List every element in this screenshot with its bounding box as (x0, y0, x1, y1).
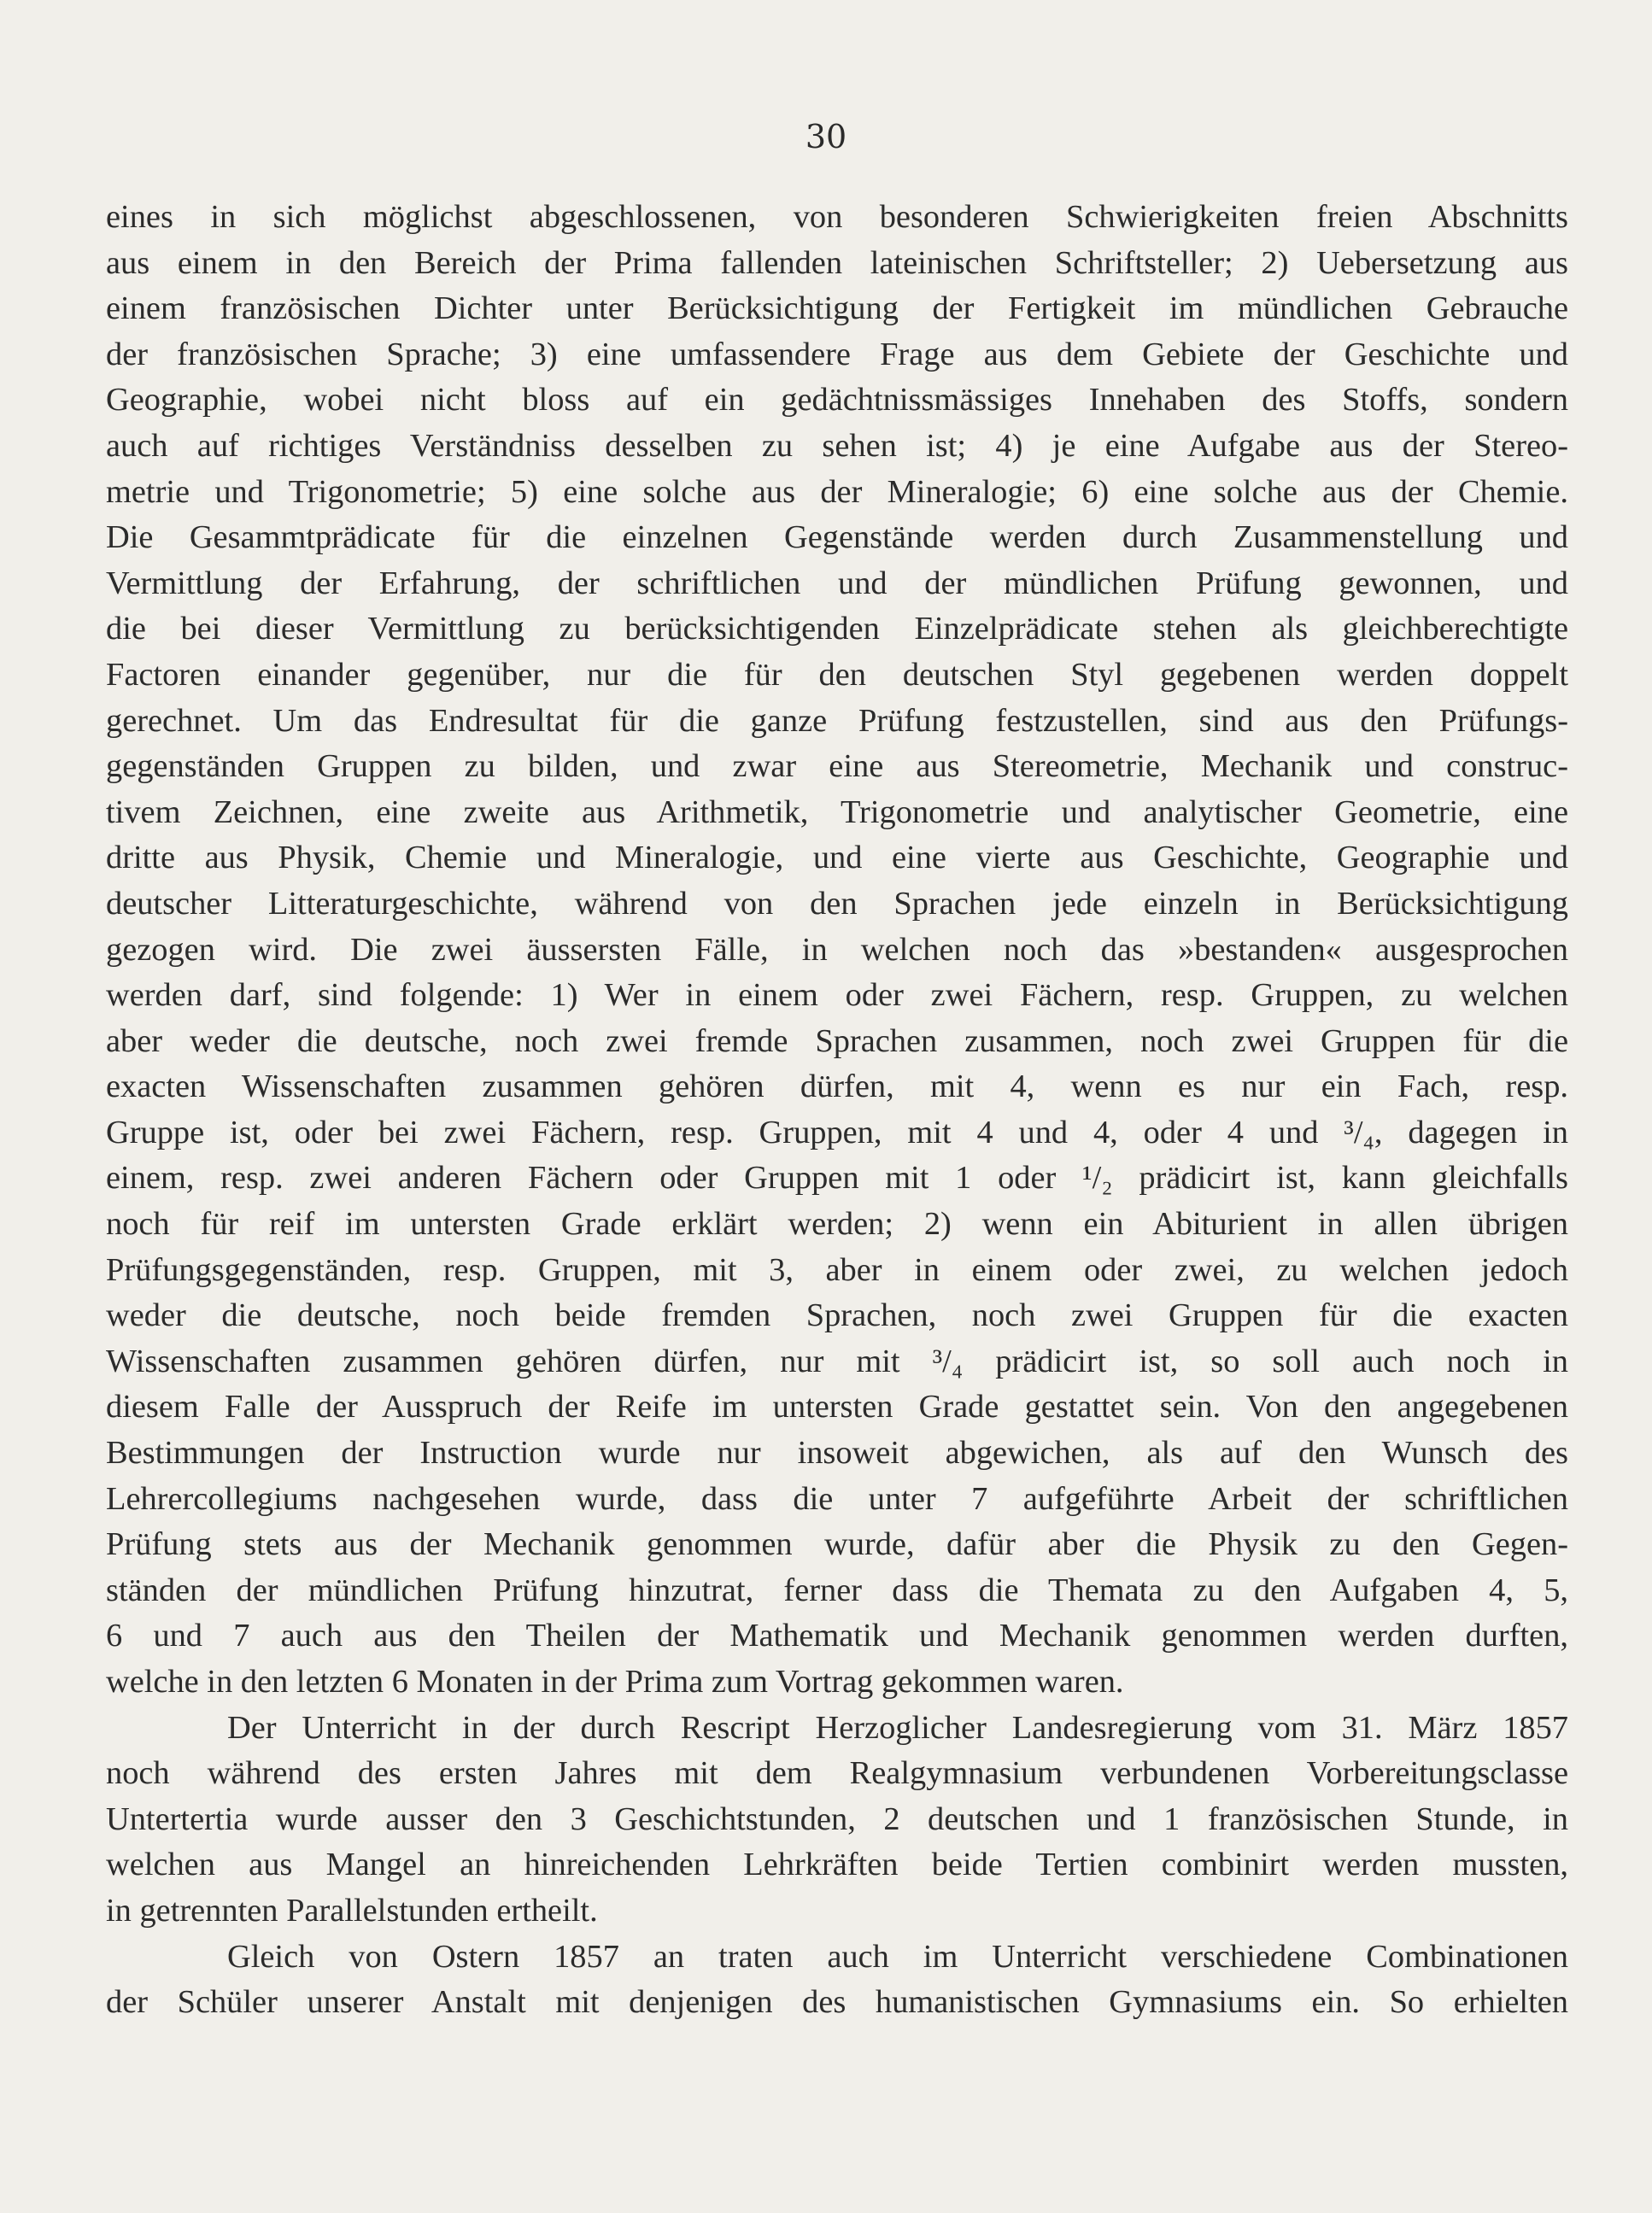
text-line: Prüfung stets aus der Mechanik genommen wurde, dafür aber die Physik zu den Gegen- (106, 1526, 1568, 1563)
text-line: Wissenschaften zusammen gehören dürfen, nur mit ³/₄ prädicirt ist, so soll auch noch in (106, 1343, 1568, 1379)
text-line: diesem Falle der Ausspruch der Reife im untersten Grade gestattet sein. Von den angegebenen (106, 1389, 1568, 1426)
text-line: Geographie, wobei nicht bloss auf ein gedächtnissmässiges Innehaben des Stoffs, sondern (106, 382, 1568, 419)
text-line: auch auf richtiges Verständniss desselben zu sehen ist; 4) je eine Aufgabe aus der Stereo- (106, 427, 1568, 464)
page-number: 30 (805, 118, 847, 155)
text-line: in getrennten Parallelstunden ertheilt. (106, 1892, 598, 1929)
text-line: Der Unterricht in der durch Rescript Herzoglicher Landesregierung vom 31. März 1857 (227, 1709, 1568, 1746)
text-line: deutscher Litteraturgeschichte, während von den Sprachen jede einzeln in Berücksichtigung (106, 885, 1568, 922)
text-line: der französischen Sprache; 3) eine umfassendere Frage aus dem Gebiete der Geschichte und (106, 336, 1568, 372)
text-line: eines in sich möglichst abgeschlossenen, von besonderen Schwierigkeiten freien Abschnitts (106, 199, 1568, 235)
text-line: werden darf, sind folgende: 1) Wer in einem oder zwei Fächern, resp. Gruppen, zu welchen (106, 977, 1568, 1014)
text-line: Vermittlung der Erfahrung, der schriftlichen und der mündlichen Prüfung gewonnen, und (106, 565, 1568, 601)
text-line: exacten Wissenschaften zusammen gehören dürfen, mit 4, wenn es nur ein Fach, resp. (106, 1068, 1568, 1105)
text-line: dritte aus Physik, Chemie und Mineralogie, und eine vierte aus Geschichte, Geographie und (106, 840, 1568, 876)
text-line: Gleich von Ostern 1857 an traten auch im Unterricht verschiedene Combinationen (227, 1938, 1568, 1975)
text-line: tivem Zeichnen, eine zweite aus Arithmetik, Trigonometrie und analytischer Geometrie, eine (106, 793, 1568, 830)
body-text (106, 195, 1568, 2026)
text-line: Untertertia wurde ausser den 3 Geschichtstunden, 2 deutschen und 1 französischen Stunde, in (106, 1800, 1568, 1837)
text-line: der Schüler unserer Anstalt mit denjenigen des humanistischen Gymnasiums ein. So erhielten (106, 1984, 1568, 2021)
text-line: Bestimmungen der Instruction wurde nur insoweit abgewichen, als auf den Wunsch des (106, 1435, 1568, 1472)
text-line: 6 und 7 auch aus den Theilen der Mathematik und Mechanik genommen werden durften, (106, 1618, 1568, 1654)
text-line: einem französischen Dichter unter Berücksichtigung der Fertigkeit im mündlichen Gebrauche (106, 290, 1568, 327)
text-line: Prüfungsgegenständen, resp. Gruppen, mit 3, aber in einem oder zwei, zu welchen jedoch (106, 1251, 1568, 1288)
text-line: ständen der mündlichen Prüfung hinzutrat, ferner dass die Themata zu den Aufgaben 4, 5, (106, 1572, 1568, 1608)
text-line: aber weder die deutsche, noch zwei fremde Sprachen zusammen, noch zwei Gruppen für die (106, 1022, 1568, 1059)
text-line: einem, resp. zwei anderen Fächern oder Gruppen mit 1 oder ¹/₂ prädicirt ist, kann gleichfalls (106, 1160, 1568, 1197)
text-line: noch für reif im untersten Grade erklärt werden; 2) wenn ein Abiturient in allen übrigen (106, 1206, 1568, 1243)
text-line: die bei dieser Vermittlung zu berücksichtigenden Einzelprädicate stehen als gleichberechtigte (106, 611, 1568, 647)
text-line: welche in den letzten 6 Monaten in der Prima zum Vortrag gekommen waren. (106, 1664, 1124, 1700)
text-line: gezogen wird. Die zwei äussersten Fälle, in welchen noch das »bestanden« ausgesprochen (106, 931, 1568, 968)
text-line: welchen aus Mangel an hinreichenden Lehrkräften beide Tertien combinirt werden mussten, (106, 1847, 1568, 1883)
text-line: aus einem in den Bereich der Prima fallenden lateinischen Schriftsteller; 2) Uebersetzung aus (106, 244, 1568, 281)
text-line: Lehrercollegiums nachgesehen wurde, dass die unter 7 aufgeführte Arbeit der schriftlichen (106, 1480, 1568, 1517)
text-line: gerechnet. Um das Endresultat für die ganze Prüfung festzustellen, sind aus den Prüfungs- (106, 702, 1568, 739)
text-line: metrie und Trigonometrie; 5) eine solche aus der Mineralogie; 6) eine solche aus der Chemie. (106, 473, 1568, 510)
text-line: weder die deutsche, noch beide fremden Sprachen, noch zwei Gruppen für die exacten (106, 1297, 1568, 1334)
text-line: gegenständen Gruppen zu bilden, und zwar eine aus Stereometrie, Mechanik und construc- (106, 748, 1568, 785)
text-line: Factoren einander gegenüber, nur die für den deutschen Styl gegebenen werden doppelt (106, 656, 1568, 693)
text-line: noch während des ersten Jahres mit dem Realgymnasium verbundenen Vorbereitungsclasse (106, 1755, 1568, 1792)
text-line: Die Gesammtprädicate für die einzelnen Gegenstände werden durch Zusammenstellung und (106, 519, 1568, 556)
text-line: Gruppe ist, oder bei zwei Fächern, resp. Gruppen, mit 4 und 4, oder 4 und ³/₄, dagegen in (106, 1114, 1568, 1150)
